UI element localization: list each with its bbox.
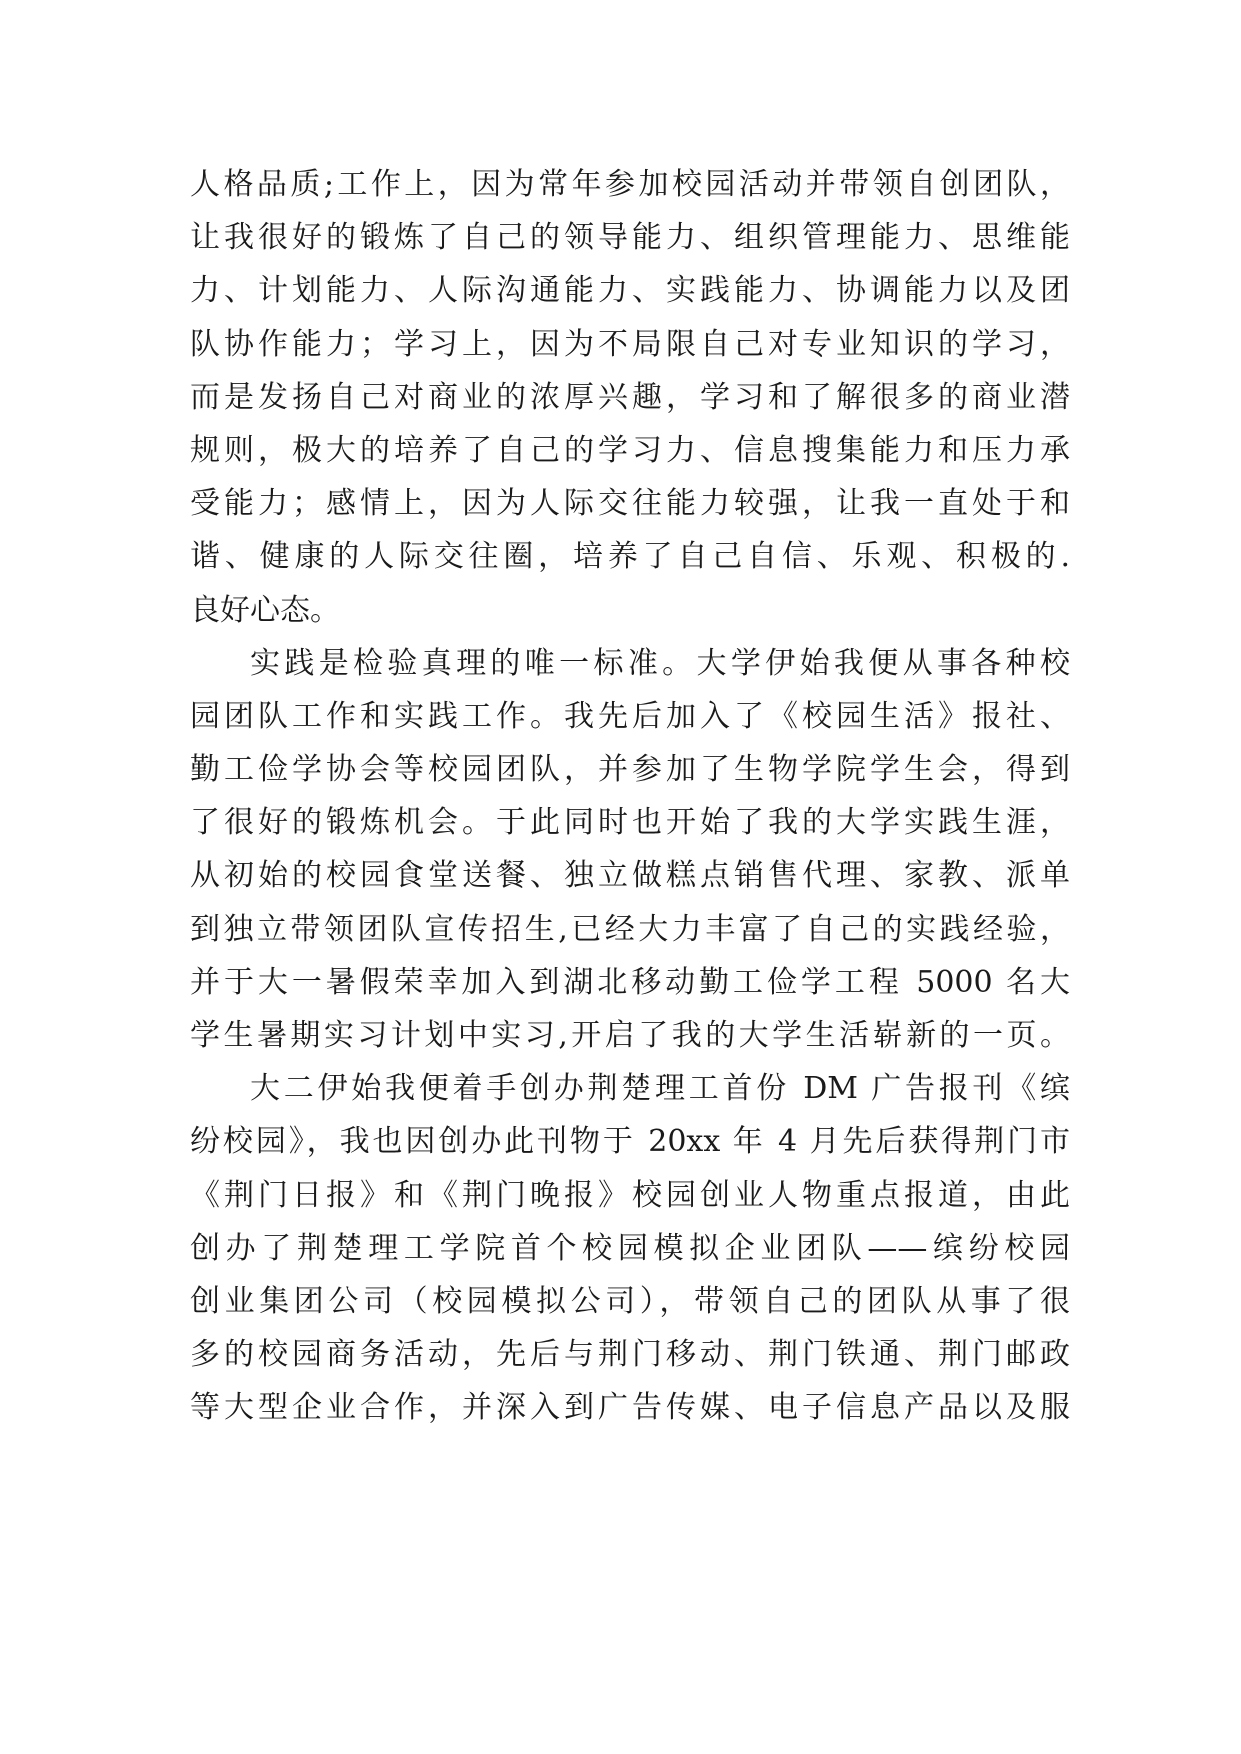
text-line: 并于大一暑假荣幸加入到湖北移动勤工俭学工程 5000 名大 — [190, 964, 1070, 1000]
text-line: 从初始的校园食堂送餐、独立做糕点销售代理、家教、派单 — [190, 858, 1070, 894]
text-line: 等大型企业合作，并深入到广告传媒、电子信息产品以及服 — [190, 1390, 1070, 1426]
text-line: 创办了荆楚理工学院首个校园模拟企业团队——缤纷校园 — [190, 1230, 1070, 1266]
text-line: 园团队工作和实践工作。我先后加入了《校园生活》报社、 — [190, 698, 1070, 734]
text-line: 规则，极大的培养了自己的学习力、信息搜集能力和压力承 — [190, 432, 1070, 468]
text-line: 人格品质;工作上，因为常年参加校园活动并带领自创团队， — [190, 167, 1070, 202]
paragraph-first-line: 实践是检验真理的唯一标准。大学伊始我便从事各种校 — [250, 645, 1070, 681]
text-line: 学生暑期实习计划中实习,开启了我的大学生活崭新的一页。 — [190, 1018, 1070, 1053]
text-line: 创业集团公司（校园模拟公司），带领自己的团队从事了很 — [190, 1283, 1070, 1319]
text-line: 而是发扬自己对商业的浓厚兴趣，学习和了解很多的商业潜 — [190, 379, 1070, 415]
text-line: 谐、健康的人际交往圈，培养了自己自信、乐观、积极的. — [190, 539, 1070, 575]
text-line: 让我很好的锻炼了自己的领导能力、组织管理能力、思维能 — [190, 220, 1070, 256]
text-line: 队协作能力；学习上，因为不局限自己对专业知识的学习， — [190, 326, 1070, 362]
text-line: 多的校园商务活动，先后与荆门移动、荆门铁通、荆门邮政 — [190, 1337, 1070, 1373]
text-line: 《荆门日报》和《荆门晚报》校园创业人物重点报道，由此 — [190, 1177, 1070, 1213]
text-line: 力、计划能力、人际沟通能力、实践能力、协调能力以及团 — [190, 273, 1070, 309]
text-line: 受能力；感情上，因为人际交往能力较强，让我一直处于和 — [190, 486, 1070, 522]
text-line: 纷校园》，我也因创办此刊物于 20xx 年 4 月先后获得荆门市 — [190, 1124, 1070, 1160]
text-line: 到独立带领团队宣传招生,已经大力丰富了自己的实践经验， — [190, 911, 1070, 947]
paragraph-first-line: 大二伊始我便着手创办荆楚理工首份 DM 广告报刊《缤 — [250, 1071, 1070, 1107]
text-line: 良好心态。 — [190, 592, 340, 628]
document-body — [190, 158, 1070, 1435]
text-line: 勤工俭学协会等校园团队，并参加了生物学院学生会，得到 — [190, 752, 1070, 788]
text-line: 了很好的锻炼机会。于此同时也开始了我的大学实践生涯， — [190, 805, 1070, 841]
